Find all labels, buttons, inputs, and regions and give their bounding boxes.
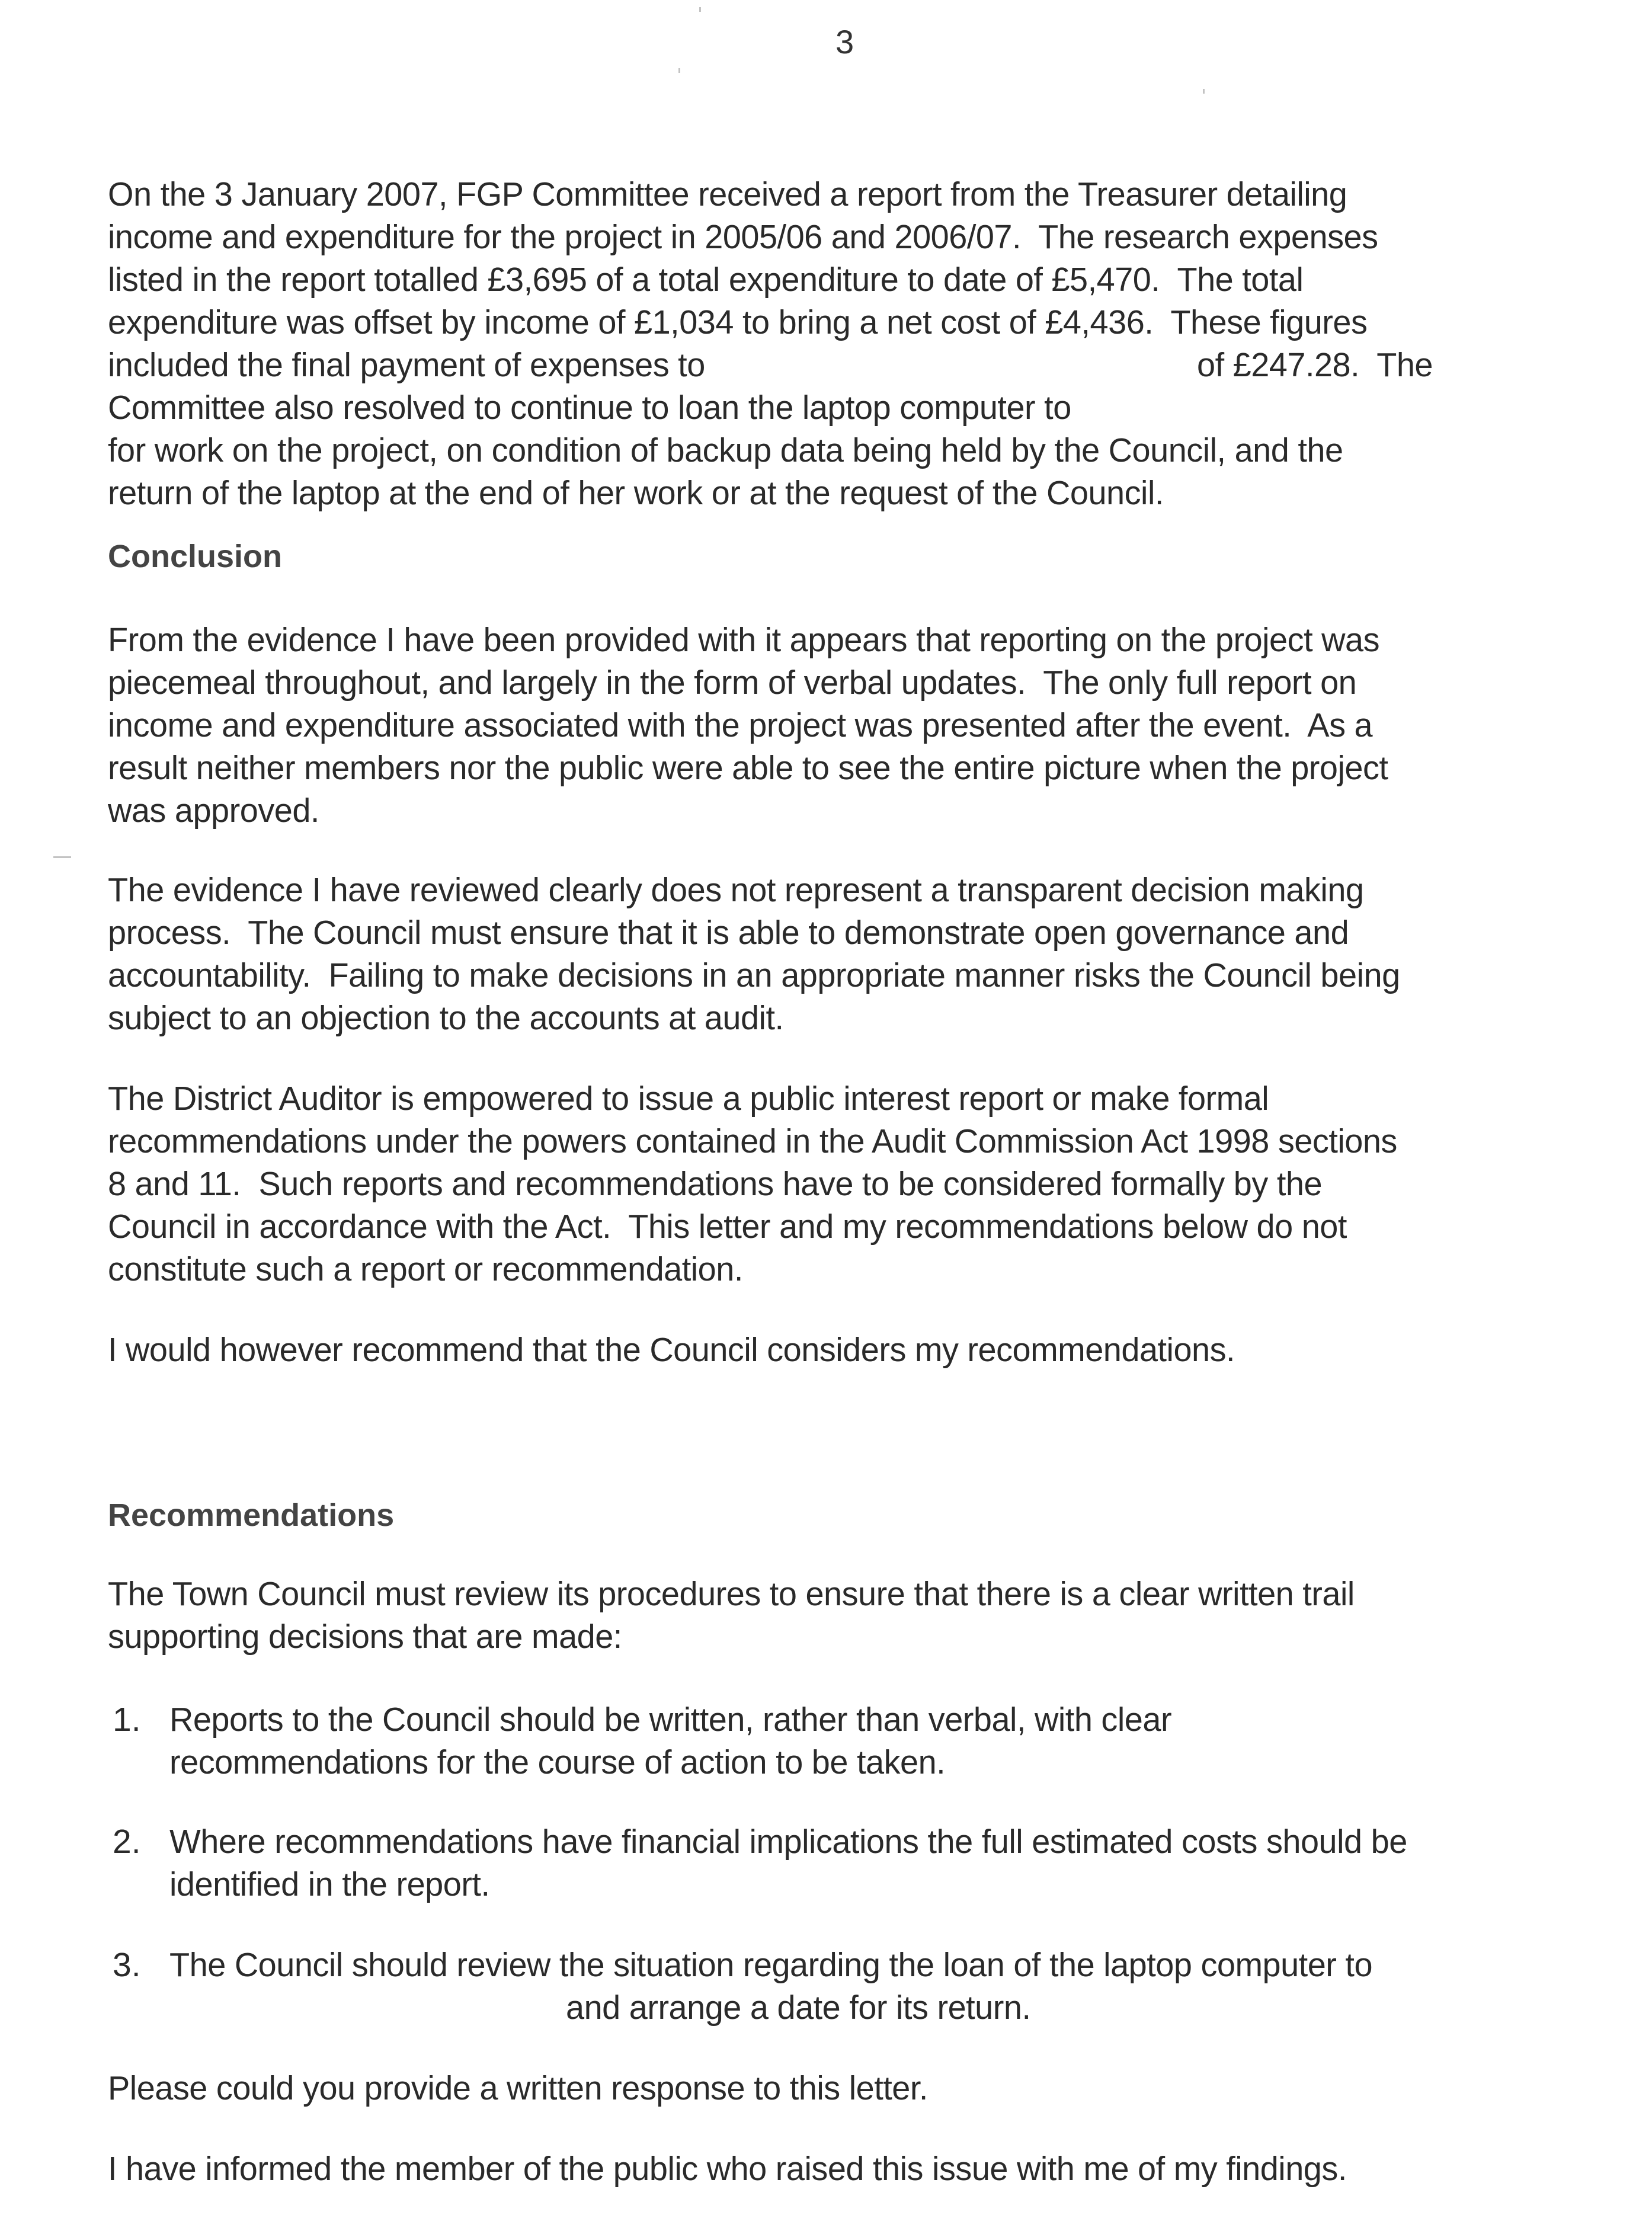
text-line: was approved. [108, 792, 319, 830]
closing-informed: I have informed the member of the public who raised this issue with me of my findings. [108, 2150, 1347, 2188]
text-line: Council in accordance with the Act. This letter and my recommendations below do not [108, 1208, 1347, 1246]
text-line: for work on the project, on condition of backup data being held by the Council, and the [108, 431, 1343, 469]
text-line: recommendations under the powers contained in the Audit Commission Act 1998 sections [108, 1122, 1397, 1160]
text-line: On the 3 January 2007, FGP Committee received a report from the Treasurer detailing [108, 175, 1347, 213]
text-line: income and expenditure associated with the project was presented after the event. As a [108, 706, 1373, 744]
paragraph-recommend: I would however recommend that the Council considers my recommendations. [108, 1331, 1235, 1369]
text-line: Committee also resolved to continue to loan the laptop computer to [108, 389, 1071, 427]
text-line: From the evidence I have been provided with it appears that reporting on the project was [108, 621, 1380, 659]
item-number: 3. [113, 1946, 141, 1984]
text-line: The Council should review the situation regarding the loan of the laptop computer to [169, 1946, 1373, 1984]
text-line: identified in the report. [169, 1865, 490, 1903]
text-line: supporting decisions that are made: [108, 1618, 622, 1656]
text-line: The Town Council must review its procedures to ensure that there is a clear written trail [108, 1575, 1355, 1613]
text-line: 8 and 11. Such reports and recommendations have to be considered formally by the [108, 1165, 1323, 1203]
scan-speck [678, 68, 680, 73]
text-line: subject to an objection to the accounts at audit. [108, 999, 784, 1037]
scan-speck [1203, 89, 1205, 94]
closing-request: Please could you provide a written response to this letter. [108, 2069, 928, 2107]
scan-speck [699, 7, 701, 12]
text-line: of £247.28. The [1197, 346, 1433, 384]
text-line: recommendations for the course of action to be taken. [169, 1743, 946, 1781]
text-line: process. The Council must ensure that it is able to demonstrate open governance and [108, 914, 1349, 952]
text-line: included the final payment of expenses to [108, 346, 705, 384]
item-number: 1. [113, 1701, 141, 1739]
item-number: 2. [113, 1823, 141, 1861]
text-line: return of the laptop at the end of her work or at the request of the Council. [108, 474, 1164, 512]
scan-speck [53, 856, 71, 858]
text-line: piecemeal throughout, and largely in the form of verbal updates. The only full report on [108, 664, 1357, 702]
text-line: listed in the report totalled £3,695 of a total expenditure to date of £5,470. The total [108, 261, 1304, 299]
conclusion-heading: Conclusion [108, 539, 282, 574]
recommendations-heading: Recommendations [108, 1497, 395, 1533]
text-line: accountability. Failing to make decisions in an appropriate manner risks the Council being [108, 956, 1400, 994]
text-line: result neither members nor the public were able to see the entire picture when the project [108, 749, 1388, 787]
text-line: income and expenditure for the project in 2005/06 and 2006/07. The research expenses [108, 218, 1378, 256]
text-line: constitute such a report or recommendation. [108, 1250, 743, 1288]
text-line: expenditure was offset by income of £1,034 to bring a net cost of £4,436. These figures [108, 303, 1368, 341]
page-number: 3 [835, 23, 854, 60]
text-line: The evidence I have reviewed clearly does not represent a transparent decision making [108, 871, 1364, 909]
text-line: Where recommendations have financial implications the full estimated costs should be [169, 1823, 1407, 1861]
text-line: The District Auditor is empowered to issue a public interest report or make formal [108, 1080, 1269, 1118]
text-line: and arrange a date for its return. [566, 1989, 1031, 2027]
text-line: Reports to the Council should be written, rather than verbal, with clear [169, 1701, 1172, 1739]
